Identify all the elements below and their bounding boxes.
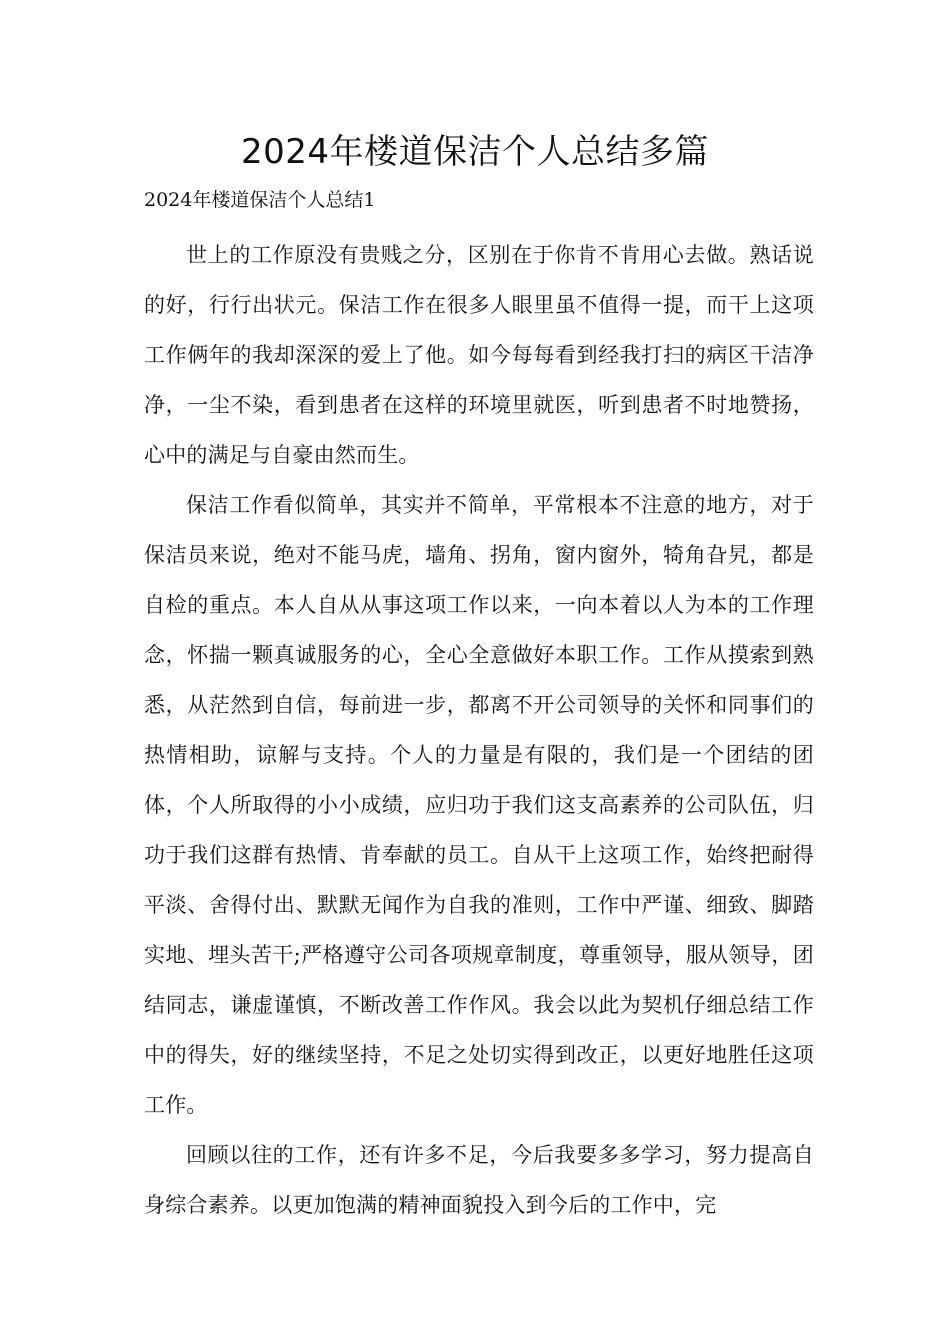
document-body <box>144 230 814 1230</box>
document-title: 2024年楼道保洁个人总结多篇 <box>240 132 710 172</box>
section-subtitle: 2024年楼道保洁个人总结1 <box>144 189 376 211</box>
paragraph-3: 回顾以往的工作，还有许多不足，今后我要多多学习，努力提高自身综合素养。以更加饱满的精神面貌投入到今后的工作中，完 <box>144 1143 814 1217</box>
paragraph-2: 保洁工作看似简单，其实并不简单，平常根本不注意的地方，对于保洁员来说，绝对不能马虎，墙角、拐角，窗内窗外，犄角旮旯，都是自检的重点。本人自从从事这项工作以来，一向本着以人为本的工作理念，怀揣一颗真诚服务的心，全心全意做好本职工作。工作从摸索到熟悉，从茫然到自信，每前进一步，都离不开公司领导的关怀和同事们的热情相助，谅解与支持。个人的力量是有限的，我们是一个团结的团体，个人所取得的小小成绩，应归功于我们这支高素养的公司队伍，归功于我们这群有热情、肯奉献的员工。自从干上这项工作，始终把耐得平淡、舍得付出、默默无闻作为自我的准则，工作中严谨、细致、脚踏实地、埋头苦干;严格遵守公司各项规章制度，尊重领导，服从领导，团结同志，谦虚谨慎，不断改善工作作风。我会以此为契机仔细总结工作中的得失，好的继续坚持，不足之处切实得到改正，以更好地胜任这项工作。 <box>144 493 814 1117</box>
paragraph-1: 世上的工作原没有贵贱之分，区别在于你肯不肯用心去做。熟话说的好，行行出状元。保洁工作在很多人眼里虽不值得一提，而干上这项工作俩年的我却深深的爱上了他。如今每每看到经我打扫的病区干洁净净，一尘不染，看到患者在这样的环境里就医，听到患者不时地赞扬，心中的满足与自豪由然而生。 <box>144 243 814 467</box>
